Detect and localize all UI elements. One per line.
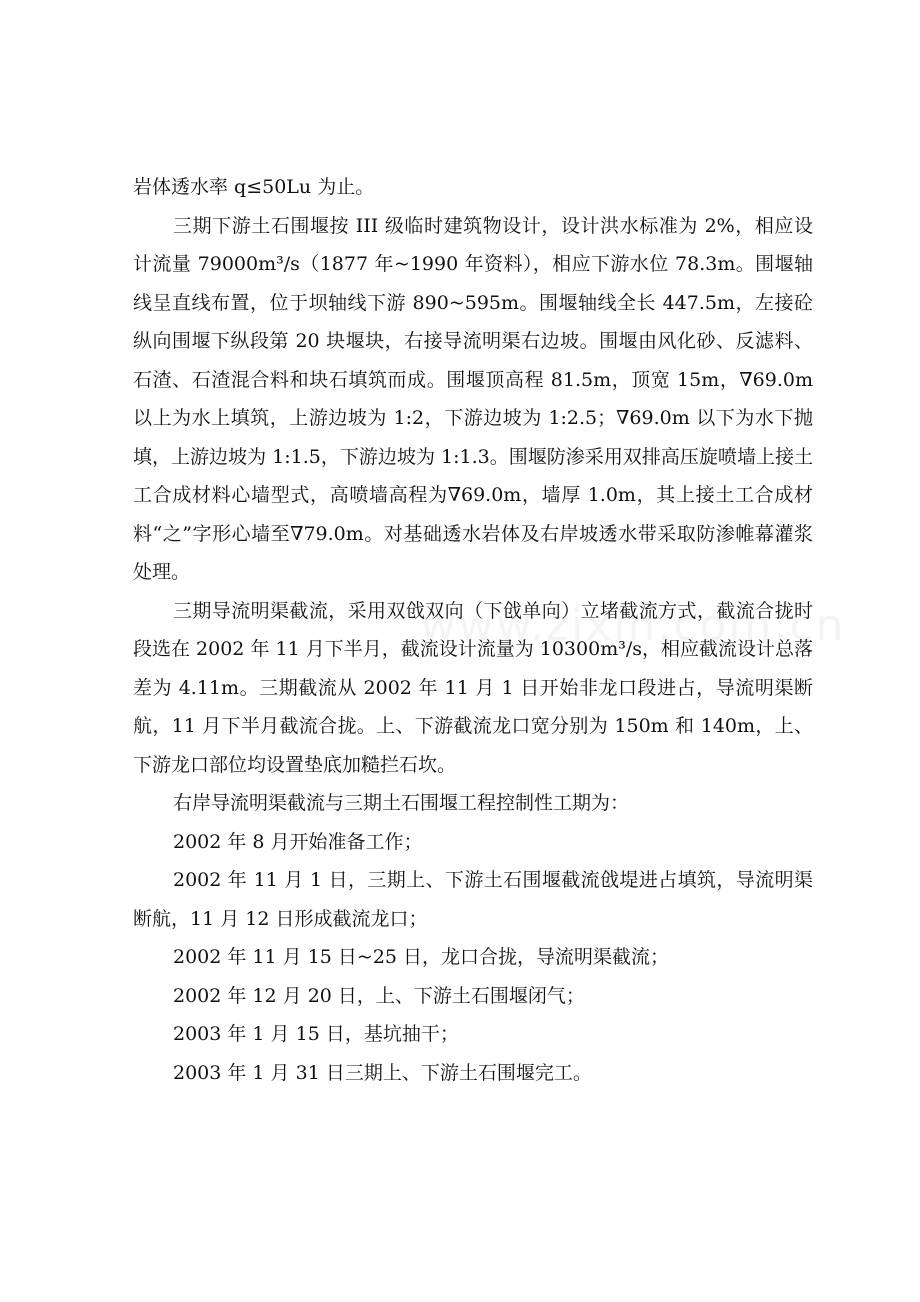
schedule-item-4: 2002 年 12 月 20 日，上、下游土石围堰闭气； [173,984,585,1007]
schedule-item-3: 2002 年 11 月 15 日~25 日，龙口合拢，导流明渠截流； [173,946,670,968]
schedule-item-1: 2002 年 8 月开始准备工作； [173,830,423,853]
paragraph-3: 三期导流明渠截流，采用双戗双向（下戗单向）立堵截流方式，截流合拢时段选在 2002 年 11 月下半月，截流设计流量为 10300m³/s，相应截流设计总落差为 4.11m。三期截流从 2002 年 11 月 1 日开始非龙口段进占，导流明渠断航，11 月下半月截流合拢。上、下游截流龙口宽分别为 150m 和 140m，上、下游龙口部位均设置垫底加糙拦石坎。 [133,599,813,776]
paragraph-2: 三期下游土石围堰按 III 级临时建筑物设计，设计洪水标准为 2%，相应设计流量 79000m³/s（1877 年~1990 年资料），相应下游水位 78.3m。围堰轴线呈直线布置，位于坝轴线下游 890~595m。围堰轴线全长 447.5m，左接砼纵向围堰下纵段第 20 块堰块，右接导流明渠右边坡。围堰由风化砂、反滤料、石渣、石渣混合料和块石填筑而成。围堰顶高程 81.5m，顶宽 15m，∇69.0m 以上为水上填筑，上游边坡为 1:2，下游边坡为 1:2.5；∇69.0m 以下为水下抛填，上游边坡为 1:1.5，下游边坡为 1:1.3。围堰防渗采用双排高压旋喷墙上接土工合成材料心墙型式，高喷墙高程为∇69.0m，墙厚 1.0m，其上接土工合成材料“之”字形心墙至∇79.0m。对基础透水岩体及右岸坡透水带采取防渗帷幕灌浆处理。 [133,214,813,583]
schedule-item-5: 2003 年 1 月 15 日，基坑抽干； [173,1023,459,1045]
paragraph-4: 右岸导流明渠截流与三期土石围堰工程控制性工期为： [173,792,630,814]
document-body [133,168,813,1092]
schedule-item-2: 2002 年 11 月 1 日，三期上、下游土石围堰截流戗堤进占填筑，导流明渠断航，11 月 12 日形成截流龙口； [133,869,813,930]
paragraph-1: 岩体透水率 q≤50Lu 为止。 [133,176,375,198]
schedule-item-6: 2003 年 1 月 31 日三期上、下游土石围堰完工。 [173,1061,592,1084]
